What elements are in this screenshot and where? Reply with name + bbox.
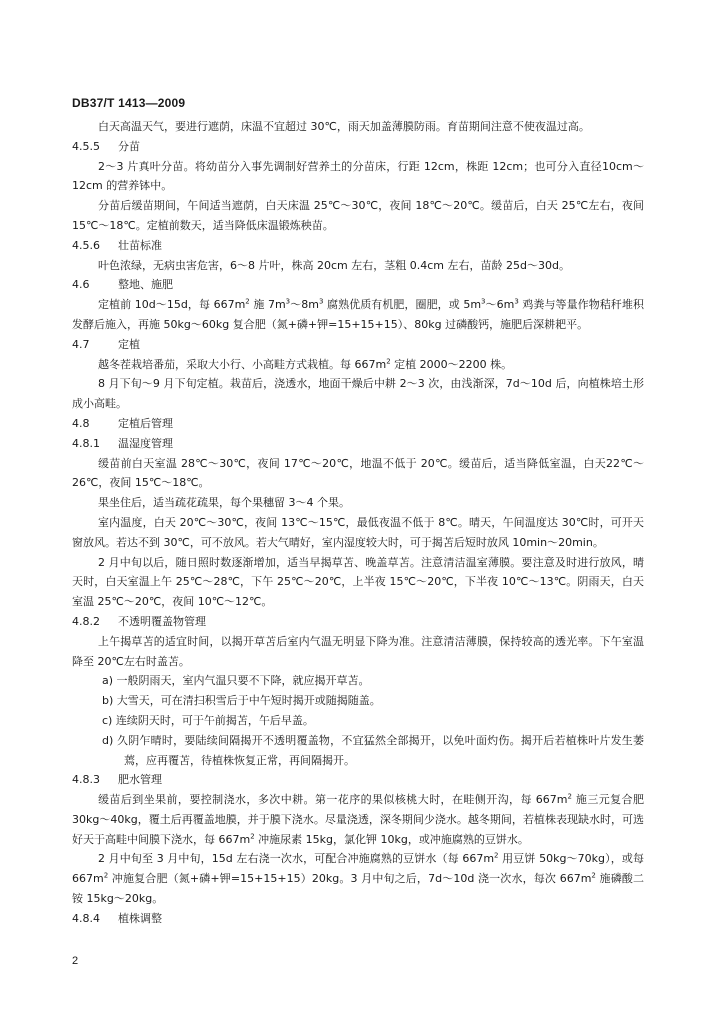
list-item <box>72 711 644 731</box>
section-title: 分苗 <box>118 139 140 153</box>
superscript: 3 <box>481 297 486 306</box>
list-marker: c) <box>102 713 113 727</box>
section-title: 整地、施肥 <box>118 278 173 292</box>
text-run: 施 7m <box>249 298 286 312</box>
superscript: 3 <box>318 297 324 306</box>
text-run: ～8m <box>290 298 319 312</box>
text-run: 2 月中旬至 3 月中旬，15d 左右浇一次水，可配合冲施腐熟的豆饼水（每 667m <box>98 852 495 866</box>
list-text: 大雪天，可在清扫积雪后于中午短时揭开或随揭随盖。 <box>116 694 381 708</box>
list-text: 一般阴雨天，室内气温只要不下降，就应揭开草苫。 <box>116 674 370 688</box>
superscript: 3 <box>285 297 291 306</box>
paragraph <box>72 849 644 908</box>
paragraph: 分苗后缓苗期间，午间适当遮荫，白天床温 25℃～30℃，夜间 18℃～20℃。缓苗后，白天 25℃左右，夜间 15℃～18℃。定植前数天，适当降低床温锻炼秧苗。 <box>72 199 644 232</box>
section-number: 4.8 <box>72 416 90 430</box>
text-run: 用豆饼 50kg～70kg），或每 667m <box>72 852 644 886</box>
paragraph: 上午揭草苫的适宜时间，以揭开草苫后室内气温无明显下降为准。注意清洁薄膜，保持较高的透光率。下午室温降至 20℃左右时盖苫。 <box>72 634 644 668</box>
list-marker: b) <box>102 694 114 708</box>
text-run: 腐熟优质有机肥，圈肥，或 5m <box>323 298 482 312</box>
section-heading-4-5-6 <box>72 236 644 256</box>
superscript: 3 <box>514 297 519 306</box>
section-heading-4-6 <box>72 275 644 295</box>
page-number: 2 <box>72 955 79 967</box>
paragraph: 8 月下旬～9 月下旬定植。栽苗后，浇透水，地面干燥后中耕 2～3 次，由浅渐深，7d～10d 后，向植株培土形成小高畦。 <box>72 377 644 411</box>
section-number: 4.8.4 <box>72 911 100 925</box>
paragraph: 2～3 片真叶分苗。将幼苗分入事先调制好营养土的分苗床，行距 12cm，株距 12cm；也可分入直径10cm～12cm 的营养钵中。 <box>72 159 644 193</box>
text-run: 冲施复合肥（氮+磷+钾=15+15+15）20kg。3 月中旬之后，7d～10d 浇一次水，每次 667m <box>108 872 592 886</box>
section-title: 定植 <box>118 337 140 351</box>
superscript: 2 <box>103 871 109 880</box>
text-run: 缓苗后到坐果前，要控制浇水，多次中耕。第一花序的果似核桃大时，在畦侧开沟，每 667m <box>98 793 568 807</box>
list-item <box>72 691 644 711</box>
text-run: 施三元复合肥 30kg～40kg，覆土后再覆盖地膜，并于膜下浇水。尽量浇透，深冬期间少浇水。越冬期间，若植株表现缺水时，可选好天于高畦中间膜下浇水，每 667m <box>72 793 644 846</box>
text-run: 施磷酸二铵 15kg～20kg。 <box>72 872 644 906</box>
section-heading-4-8-4 <box>72 909 644 929</box>
standard-code-header: DB37/T 1413—2009 <box>72 96 186 110</box>
list-marker: d) <box>102 733 114 747</box>
paragraph: 2 月中旬以后，随日照时数逐渐增加，适当早揭草苫、晚盖草苫。注意清洁温室薄膜。要注意及时进行放风，晴天时，白天室温上午 25℃～28℃，下午 25℃～20℃，上半夜 15℃～20℃，下半夜 10℃～13℃。阴雨天，白天室温 25℃～20℃，夜间 10℃～12℃。 <box>72 555 644 609</box>
section-number: 4.6 <box>72 278 90 292</box>
text-run: 越冬茬栽培番茄，采取大小行、小高畦方式栽植。每 667m <box>98 357 387 371</box>
paragraph: 室内温度，白天 20℃～30℃，夜间 13℃～15℃，最低夜温不低于 8℃。晴天，午间温度达 30℃时，可开天窗放风。若达不到 30℃，可不放风。若大气晴好，室内湿度较大时，可于揭苫后短时放风 10min～20min。 <box>72 515 644 549</box>
section-number: 4.5.6 <box>72 238 100 252</box>
superscript: 2 <box>250 832 255 841</box>
text-run: 鸡粪与等量作物秸秆堆积发酵后施入，再施 50kg～60kg 复合肥（氮+磷+钾=15+15+15）、80kg 过磷酸钙，施肥后深耕耙平。 <box>72 298 644 331</box>
section-number: 4.5.5 <box>72 139 100 153</box>
section-number: 4.7 <box>72 337 90 351</box>
paragraph <box>72 790 644 849</box>
paragraph <box>72 355 644 375</box>
section-title: 植株调整 <box>118 911 162 925</box>
section-title: 壮苗标准 <box>118 238 162 252</box>
superscript: 2 <box>591 871 596 880</box>
section-heading-4-8 <box>72 414 644 434</box>
section-title: 定植后管理 <box>118 416 173 430</box>
superscript: 2 <box>494 851 499 860</box>
text-run: ～6m <box>485 298 515 312</box>
section-heading-4-7 <box>72 335 644 355</box>
list-marker: a) <box>102 674 114 688</box>
section-number: 4.8.3 <box>72 773 100 787</box>
section-heading-4-8-2 <box>72 612 644 632</box>
list-text: 连续阴天时，可于午前揭苫，午后早盖。 <box>115 713 314 727</box>
paragraph: 果坐住后，适当疏花疏果，每个果穗留 3～4 个果。 <box>98 496 350 510</box>
section-number: 4.8.2 <box>72 614 100 628</box>
list-item <box>72 731 644 771</box>
section-heading-4-5-5 <box>72 137 644 157</box>
section-title: 温湿度管理 <box>118 436 173 450</box>
section-heading-4-8-3 <box>72 770 644 790</box>
superscript: 2 <box>245 297 250 306</box>
text-run: 定植前 10d～15d，每 667m <box>98 298 246 312</box>
paragraph: 叶色浓绿，无病虫害危害，6～8 片叶，株高 20cm 左右，茎粗 0.4cm 左右，苗龄 25d～30d。 <box>98 258 570 272</box>
superscript: 2 <box>386 356 391 365</box>
paragraph <box>72 295 644 335</box>
document-body <box>72 117 644 929</box>
superscript: 2 <box>567 792 572 801</box>
section-heading-4-8-1 <box>72 434 644 454</box>
paragraph: 缓苗前白天室温 28℃～30℃，夜间 17℃～20℃，地温不低于 20℃。缓苗后，适当降低室温，白天22℃～26℃，夜间 15℃～18℃。 <box>72 456 644 490</box>
section-title: 肥水管理 <box>118 773 162 787</box>
section-title: 不透明覆盖物管理 <box>118 614 206 628</box>
list-item <box>72 671 644 691</box>
text-run: 冲施尿素 15kg，氯化钾 10kg，或冲施腐熟的豆饼水。 <box>254 832 529 846</box>
paragraph: 白天高温天气，要进行遮荫，床温不宜超过 30℃，雨天加盖薄膜防雨。育苗期间注意不使夜温过高。 <box>98 120 590 133</box>
text-run: 定植 2000～2200 株。 <box>390 357 513 371</box>
list-text: 久阴乍晴时，要陆续间隔揭开不透明覆盖物，不宜猛然全部揭开，以免叶面灼伤。揭开后若植株叶片发生萎蔫，应再覆苫，待植株恢复正常，再间隔揭开。 <box>117 733 644 767</box>
section-number: 4.8.1 <box>72 436 100 450</box>
